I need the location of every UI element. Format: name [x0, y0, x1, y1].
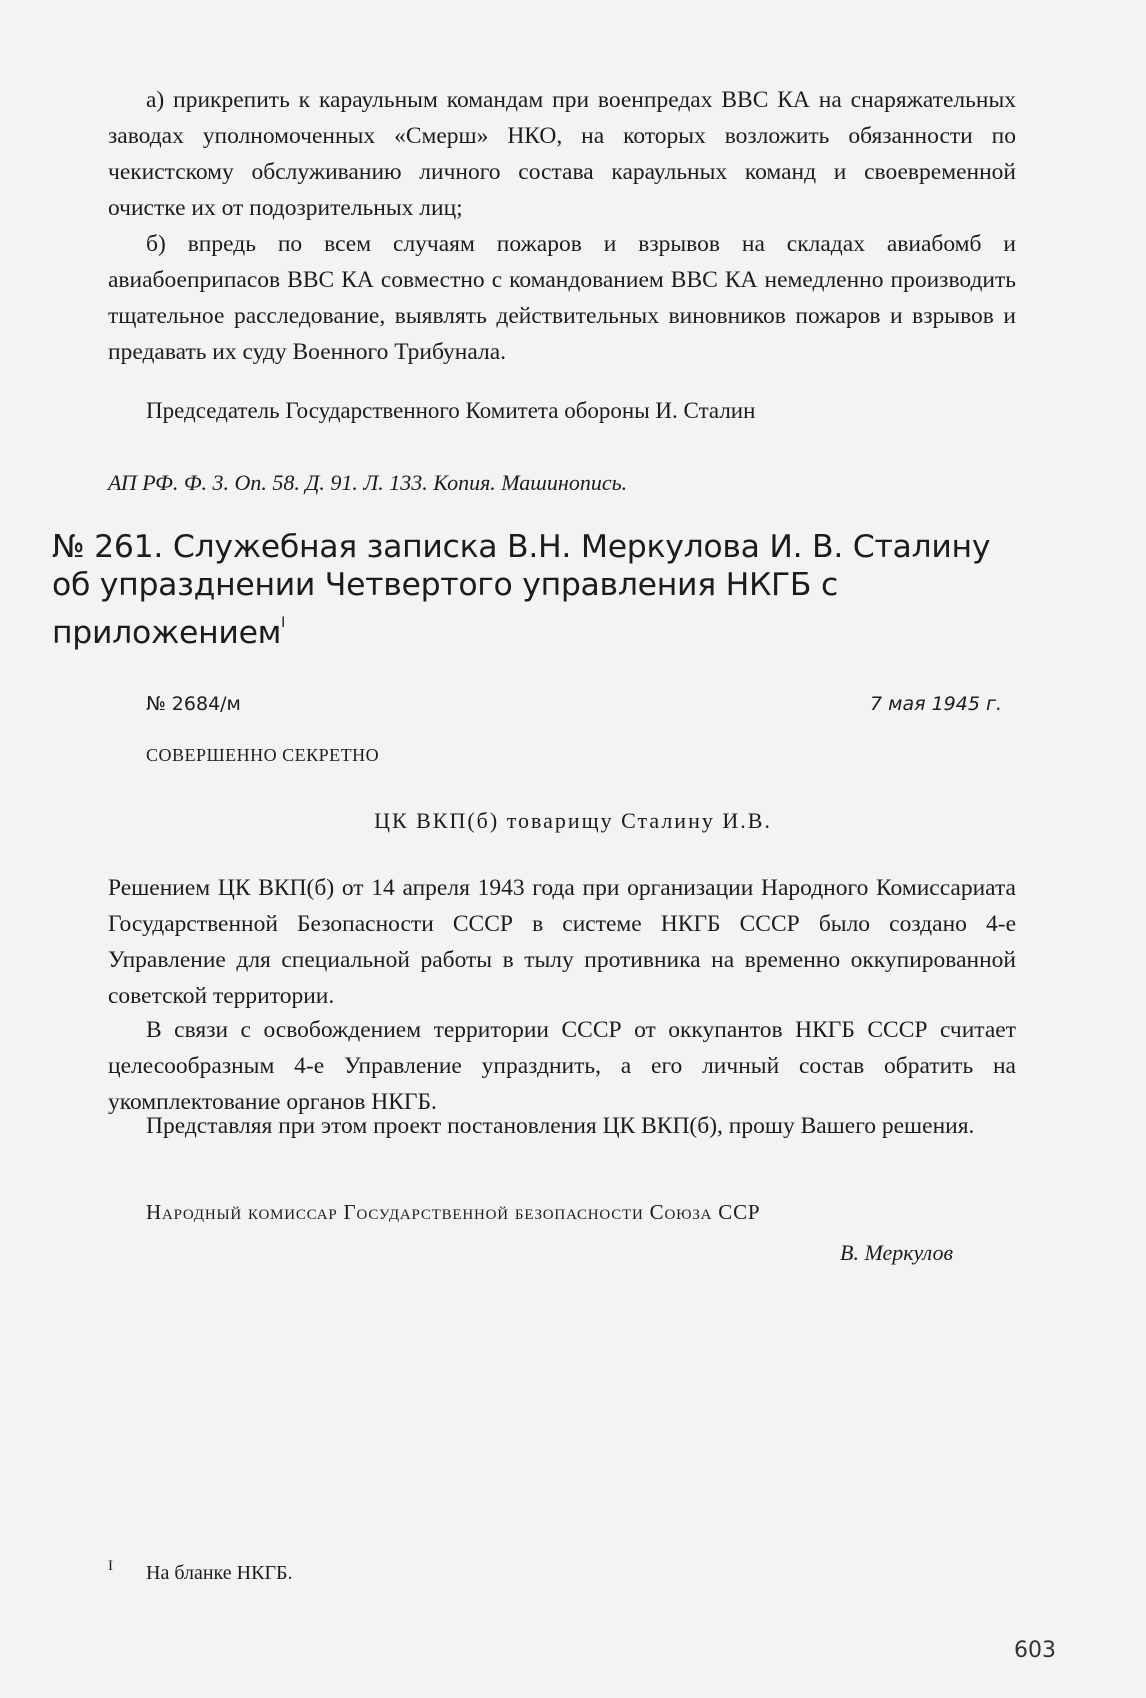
- page-number: 603: [1014, 1638, 1056, 1663]
- document-title: [52, 528, 1032, 652]
- document-date: 7 мая 1945 г.: [870, 693, 1002, 715]
- title-footnote-mark: I: [281, 615, 285, 631]
- gko-signature: Председатель Государственного Комитета обороны И. Сталин: [146, 398, 756, 423]
- addressee: ЦК ВКП(б) товарищу Сталину И.В.: [374, 808, 772, 833]
- signer-title: Народный комиссар Государственной безопасности Союза ССР: [146, 1200, 761, 1224]
- footnote-mark: I: [108, 1558, 113, 1574]
- memo-paragraph-1: Решением ЦК ВКП(б) от 14 апреля 1943 года при организации Народного Комиссариата Государственной Безопасности СССР в системе НКГБ СССР было создано 4-е Управление для специальной работы в тылу противника на временно оккупированной советской территории.: [108, 875, 1016, 1009]
- signer-name: В. Меркулов: [840, 1240, 954, 1265]
- document-number: № 2684/м: [146, 693, 241, 715]
- document-title-text: № 261. Служебная записка В.Н. Меркулова И. В. Сталину об упразднении Четвертого управления НКГБ с приложением: [52, 529, 991, 651]
- paragraph-a: а) прикрепить к караульным командам при военпредах ВВС КА на снаряжательных заводах уполномоченных «Смерш» НКО, на которых возложить обязанности по чекистскому обслуживанию личного состава караульных команд и своевременной очистке их от подозрительных лиц;: [108, 87, 1016, 221]
- archive-reference: АП РФ. Ф. 3. Оп. 58. Д. 91. Л. 133. Копия. Машинопись.: [108, 470, 628, 495]
- memo-paragraph-2: В связи с освобождением территории СССР от оккупантов НКГБ СССР считает целесообразным 4-е Управление упразднить, а его личный состав обратить на укомплектование органов НКГБ.: [108, 1017, 1016, 1115]
- paragraph-b: б) впредь по всем случаям пожаров и взрывов на складах авиабомб и авиабоеприпасов ВВС КА совместно с командованием ВВС КА немедленно производить тщательное расследование, выявлять действительных виновников пожаров и взрывов и предавать их суду Военного Трибунала.: [108, 231, 1016, 365]
- classification-stamp: СОВЕРШЕННО СЕКРЕТНО: [146, 745, 380, 765]
- memo-paragraph-3: Представляя при этом проект постановления ЦК ВКП(б), прошу Вашего решения.: [146, 1113, 975, 1139]
- footnote-text: На бланке НКГБ.: [146, 1562, 293, 1584]
